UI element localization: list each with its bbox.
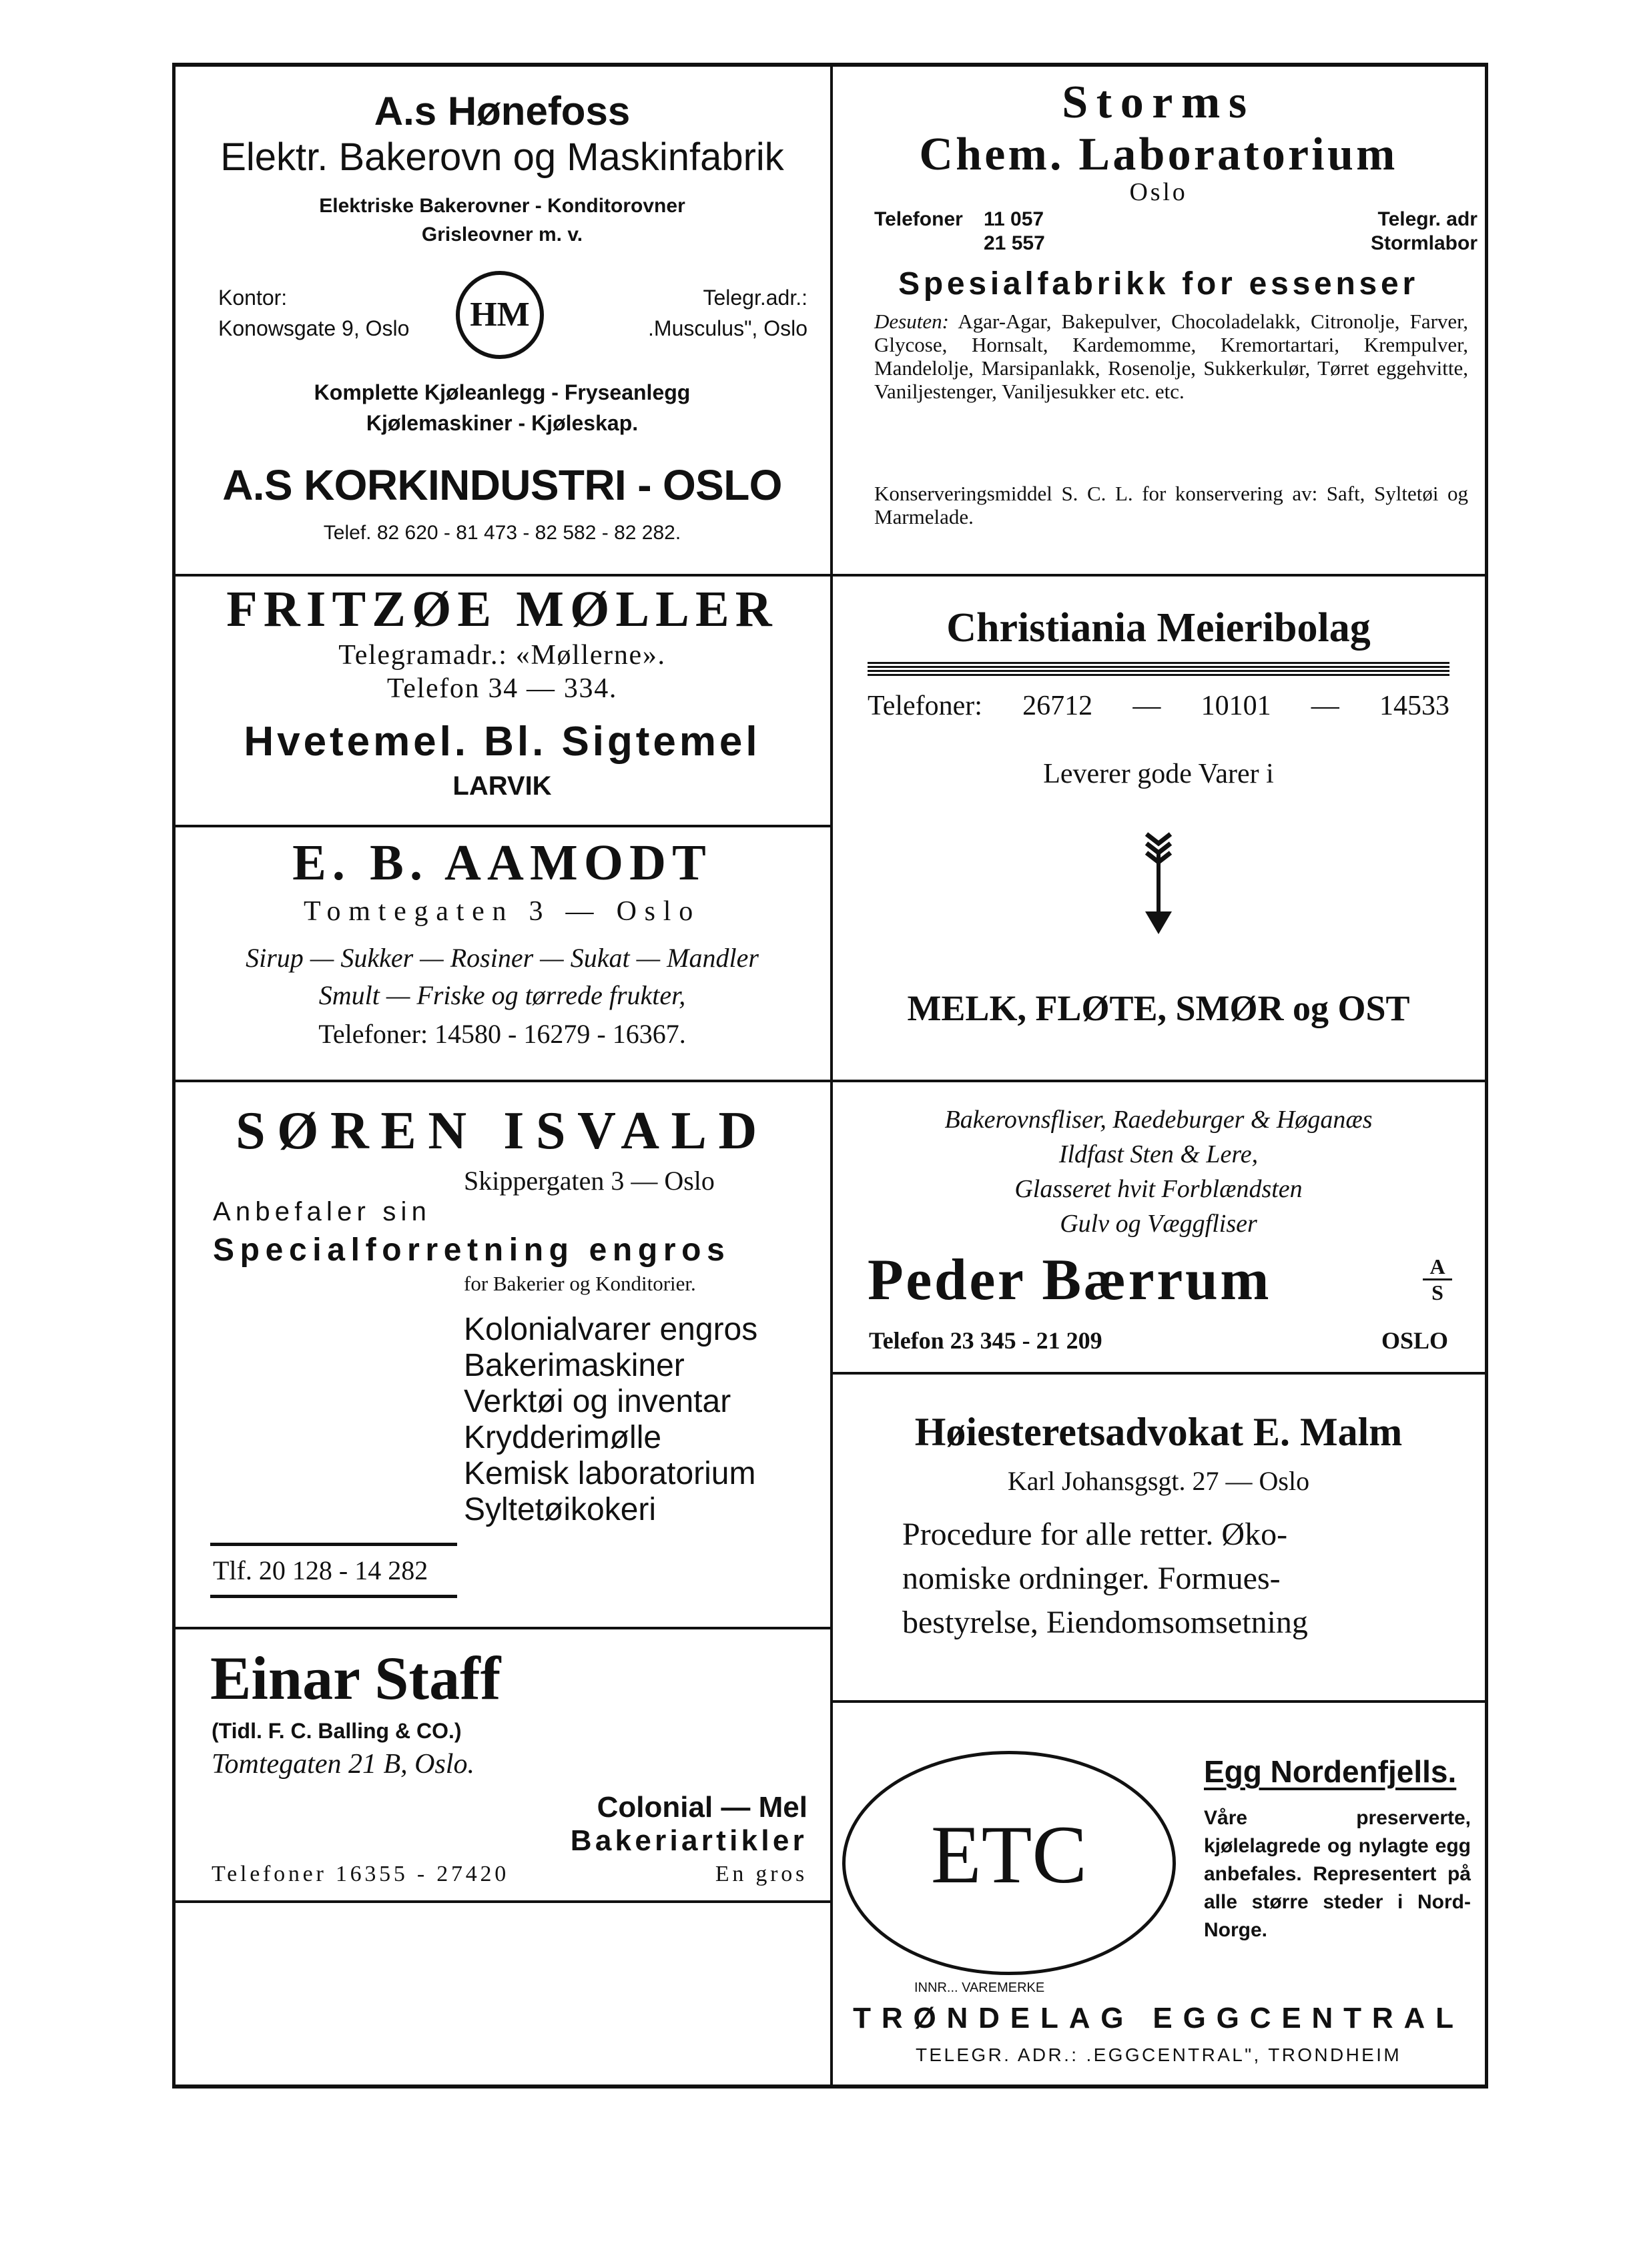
christiania-phones: [868, 690, 1449, 722]
christiania-title: Christiania Meieribolag: [946, 605, 1371, 651]
storms-telegr-label: Telegr. adr: [1377, 208, 1478, 230]
divider-right-3: [832, 1372, 1487, 1375]
storms-tel-1: 11 057: [984, 208, 1044, 230]
staff-engros: En gros: [715, 1862, 807, 1886]
storms-konserv: Konserveringsmiddel S. C. L. for konservering av: Saft, Syltetøi og Marmelade.: [874, 482, 1468, 528]
ad-honefoss: [177, 73, 828, 571]
isvald-address: Skippergaten 3 — Oslo: [464, 1166, 715, 1196]
honefoss-telegr-label: Telegr.adr.:: [703, 286, 807, 310]
isvald-for: for Bakerier og Konditorier.: [464, 1272, 696, 1295]
fritzoe-city: LARVIK: [452, 771, 552, 801]
ad-storms: [834, 67, 1483, 571]
fritzoe-telegr: Telegramadr.: «Møllerne».: [338, 640, 666, 671]
storms-tel-2: 21 557: [984, 232, 1045, 254]
baerrum-line-1: Bakerovnsfliser, Raedeburger & Høganæs: [944, 1106, 1373, 1134]
staff-telefoner: Telefoner 16355 - 27420: [212, 1862, 510, 1886]
baerrum-line-4: Gulv og Væggfliser: [1060, 1210, 1257, 1238]
ad-fritzoe: [177, 578, 828, 822]
honefoss-telegr-value: .Musculus", Oslo: [648, 316, 807, 340]
aamodt-line-1: Sirup — Sukker — Rosiner — Sukat — Mandler: [246, 943, 759, 973]
storms-special: Spesialfabrikk for essenser: [898, 266, 1419, 302]
fritzoe-title: FRITZØE MØLLER: [226, 581, 778, 637]
ad-christiania: [834, 578, 1483, 1077]
christiania-arrow-icon: [1141, 830, 1176, 937]
divider-left-4: [172, 1627, 832, 1629]
storms-telefoner-label: Telefoner: [874, 208, 963, 230]
divider-left-1: [172, 574, 832, 577]
storms-telegr-value: Stormlabor: [1370, 232, 1478, 254]
ad-baerrum: [834, 1084, 1483, 1369]
honefoss-logo: [456, 271, 544, 359]
frame-left-border: [172, 63, 176, 2089]
aamodt-telefoner: Telefoner: 14580 - 16279 - 16367.: [318, 1019, 686, 1049]
christiania-dash-2: —: [1311, 691, 1339, 721]
aamodt-title: E. B. AAMODT: [292, 835, 712, 891]
isvald-title: SØREN ISVALD: [236, 1102, 769, 1160]
baerrum-line-2: Ildfast Sten & Lere,: [1058, 1140, 1259, 1168]
christiania-telefoner-label: Telefoner:: [868, 691, 982, 721]
ad-isvald: [177, 1084, 828, 1624]
trondelag-logo-text: ETC: [930, 1809, 1088, 1900]
divider-right-4: [832, 1700, 1487, 1703]
ad-aamodt: [177, 829, 828, 1077]
staff-title: Einar Staff: [210, 1644, 501, 1712]
malm-line-3: bestyrelse, Eiendomsomsetning: [902, 1605, 1308, 1640]
baerrum-city: OSLO: [1381, 1327, 1448, 1354]
isvald-item: Syltetøikokeri: [464, 1492, 657, 1527]
isvald-tlf-rule-top: [210, 1543, 457, 1546]
malm-line-2: nomiske ordninger. Formues-: [902, 1561, 1281, 1596]
staff-tidl: (Tidl. F. C. Balling & CO.): [212, 1719, 462, 1743]
storms-title-1: Storms: [1062, 77, 1255, 128]
frame-right-border: [1485, 63, 1488, 2089]
isvald-special: Specialforretning engros: [213, 1232, 731, 1268]
korkindustri-title: A.S KORKINDUSTRI - OSLO: [222, 461, 782, 509]
divider-left-3: [172, 1080, 832, 1082]
ad-trondelag: [834, 1704, 1483, 2083]
honefoss-products-1: Elektriske Bakerovner - Konditorovner: [319, 195, 685, 217]
isvald-item: Krydderimølle: [464, 1420, 662, 1455]
christiania-leverer: Leverer gode Varer i: [1043, 759, 1274, 789]
divider-right-2: [832, 1080, 1487, 1082]
isvald-item: Bakerimaskiner: [464, 1348, 685, 1383]
honefoss-products-2: Grisleovner m. v.: [421, 224, 583, 246]
christiania-products: MELK, FLØTE, SMØR og OST: [907, 988, 1410, 1028]
honefoss-subtitle: Elektr. Bakerovn og Maskinfabrik: [220, 135, 784, 179]
storms-desuten-label: Desuten:: [874, 310, 949, 333]
trondelag-logo-caption: INNR... VAREMERKE: [914, 1980, 1045, 1995]
christiania-phone-1: 26712: [1022, 691, 1093, 721]
trondelag-text: Våre preserverte, kjølelagrede og nylagte egg anbefales. Representert på alle større steder i Nord-Norge.: [1204, 1807, 1471, 1941]
baerrum-telefon: Telefon 23 345 - 21 209: [869, 1327, 1102, 1354]
baerrum-as-mark: [1423, 1254, 1452, 1304]
trondelag-egg-logo: [842, 1751, 1176, 1975]
trondelag-name: TRØNDELAG EGGCENTRAL: [853, 2002, 1464, 2034]
christiania-dash-1: —: [1132, 691, 1161, 721]
isvald-item: Verktøi og inventar: [464, 1384, 731, 1419]
aamodt-address: Tomtegaten 3 — Oslo: [304, 896, 701, 927]
christiania-phone-2: 10101: [1201, 691, 1271, 721]
storms-city: Oslo: [1129, 178, 1188, 206]
staff-bakeri: Bakeriartikler: [570, 1824, 807, 1857]
isvald-item: Kolonialvarer engros: [464, 1312, 758, 1347]
storms-desuten-text: Agar-Agar, Bakepulver, Chocoladelakk, Citronolje, Farver, Glycose, Hornsalt, Kardemomme, Kremortartari, Krempulver, Mandelolje, Marsipanlakk, Rosenolje, Sukkerkulør, Tørret eggehvitte, Vaniljestenger, Vaniljesukker etc. etc.: [874, 310, 1468, 403]
trondelag-telegr: TELEGR. ADR.: .EGGCENTRAL", TRONDHEIM: [915, 2044, 1402, 2065]
honefoss-kontor-label: Kontor:: [218, 286, 288, 310]
honefoss-logo-text: HM: [470, 296, 530, 334]
honefoss-products-3: Komplette Kjøleanlegg - Fryseanlegg: [314, 380, 691, 404]
baerrum-as-bottom: S: [1431, 1280, 1443, 1304]
baerrum-as-top: A: [1429, 1254, 1445, 1278]
staff-address: Tomtegaten 21 B, Oslo.: [212, 1749, 474, 1780]
divider-left-2: [172, 825, 832, 827]
ad-malm: [834, 1376, 1483, 1697]
korkindustri-telef: Telef. 82 620 - 81 473 - 82 582 - 82 282.: [323, 522, 681, 544]
storms-title-2: Chem. Laboratorium: [919, 129, 1398, 180]
baerrum-title: Peder Bærrum: [868, 1248, 1272, 1312]
honefoss-products-4: Kjølemaskiner - Kjøleskap.: [366, 411, 639, 435]
baerrum-line-3: Glasseret hvit Forblændsten: [1014, 1175, 1303, 1203]
divider-right-1: [832, 574, 1487, 577]
isvald-item: Kemisk laboratorium: [464, 1456, 756, 1491]
christiania-phone-3: 14533: [1379, 691, 1449, 721]
malm-address: Karl Johansgsgt. 27 — Oslo: [1007, 1466, 1310, 1496]
isvald-tlf-rule-bottom: [210, 1595, 457, 1598]
isvald-anbefaler: Anbefaler sin: [213, 1197, 432, 1226]
ad-staff: [177, 1631, 828, 1898]
malm-line-1: Procedure for alle retter. Øko-: [902, 1517, 1288, 1552]
aamodt-line-2: Smult — Friske og tørrede frukter,: [318, 980, 686, 1010]
trondelag-egg-title: Egg Nordenfjells.: [1204, 1754, 1457, 1789]
storms-desuten: [874, 310, 1468, 403]
christiania-rule: [868, 662, 1449, 677]
honefoss-kontor-address: Konowsgate 9, Oslo: [218, 316, 410, 340]
isvald-tlf: Tlf. 20 128 - 14 282: [213, 1555, 428, 1585]
fritzoe-products: Hvetemel. Bl. Sigtemel: [244, 719, 761, 765]
divider-left-5: [172, 1900, 832, 1903]
fritzoe-telefon: Telefon 34 — 334.: [386, 673, 618, 704]
staff-colonial: Colonial — Mel: [597, 1791, 807, 1824]
honefoss-title: A.s Hønefoss: [374, 89, 631, 133]
frame-center-divider: [830, 63, 833, 2089]
malm-title: Høiesteretsadvokat E. Malm: [914, 1410, 1403, 1454]
isvald-items: [464, 1312, 757, 1528]
